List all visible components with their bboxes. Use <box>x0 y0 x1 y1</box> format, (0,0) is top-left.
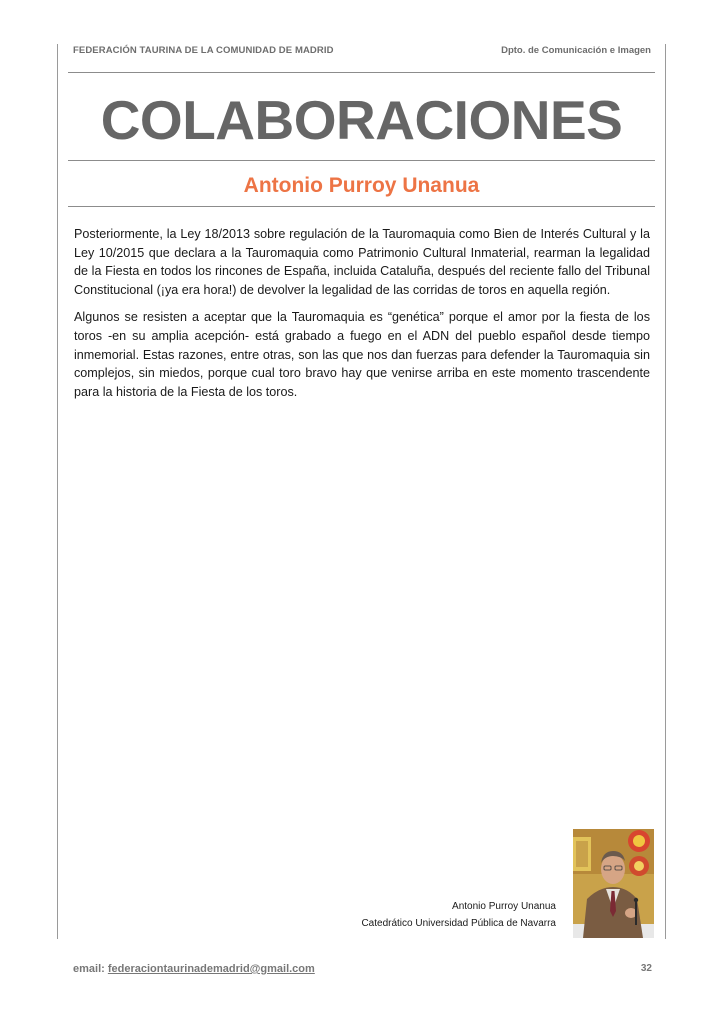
email-link[interactable]: federaciontaurinademadrid@gmail.com <box>107 963 315 975</box>
left-margin-line <box>57 44 58 939</box>
header-department: Dpto. de Comunicación e Imagen <box>501 45 651 56</box>
header-divider <box>68 72 655 73</box>
article-body <box>74 225 650 410</box>
signature-name: Antonio Purroy Unanua <box>452 901 556 912</box>
email-label: email: <box>73 963 105 975</box>
signature-role: Catedrático Universidad Pública de Navarra <box>361 918 556 929</box>
author-divider <box>68 206 655 207</box>
paragraph: Posteriormente, la Ley 18/2013 sobre regulación de la Tauromaquia como Bien de Interés Cultural y la Ley 10/2015 que declara a la Tauromaquia como Patrimonio Cultural Inmaterial, rearman la legalidad de la Fiesta en todos los rincones de España, incluida Cataluña, después del reciente fallo del Tribunal Constitucional (¡ya era hora!) de devolver la legalidad de las corridas de toros en aquella región. <box>74 227 650 297</box>
author-photo <box>573 829 654 938</box>
page-title: COLABORACIONES <box>100 89 623 151</box>
page-number: 32 <box>640 963 652 974</box>
title-divider <box>68 160 655 161</box>
right-margin-line <box>665 44 666 939</box>
footer-contact <box>73 963 315 975</box>
header-organization: FEDERACIÓN TAURINA DE LA COMUNIDAD DE MADRID <box>73 45 334 56</box>
paragraph: Algunos se resisten a aceptar que la Tauromaquia es “genética” porque el amor por la fiesta de los toros -en su amplia acepción- está grabado a fuego en el ADN del pueblo español desde tiempo inmemorial. Estas razones, entre otras, son las que nos dan fuerzas para defender la Tauromaquia sin complejos, sin miedos, porque cual toro bravo hay que venirse arriba en este momento trascendente para la historia de la Fiesta de los toros. <box>74 310 650 399</box>
author-signature <box>361 898 556 932</box>
article-author: Antonio Purroy Unanua <box>243 174 480 197</box>
